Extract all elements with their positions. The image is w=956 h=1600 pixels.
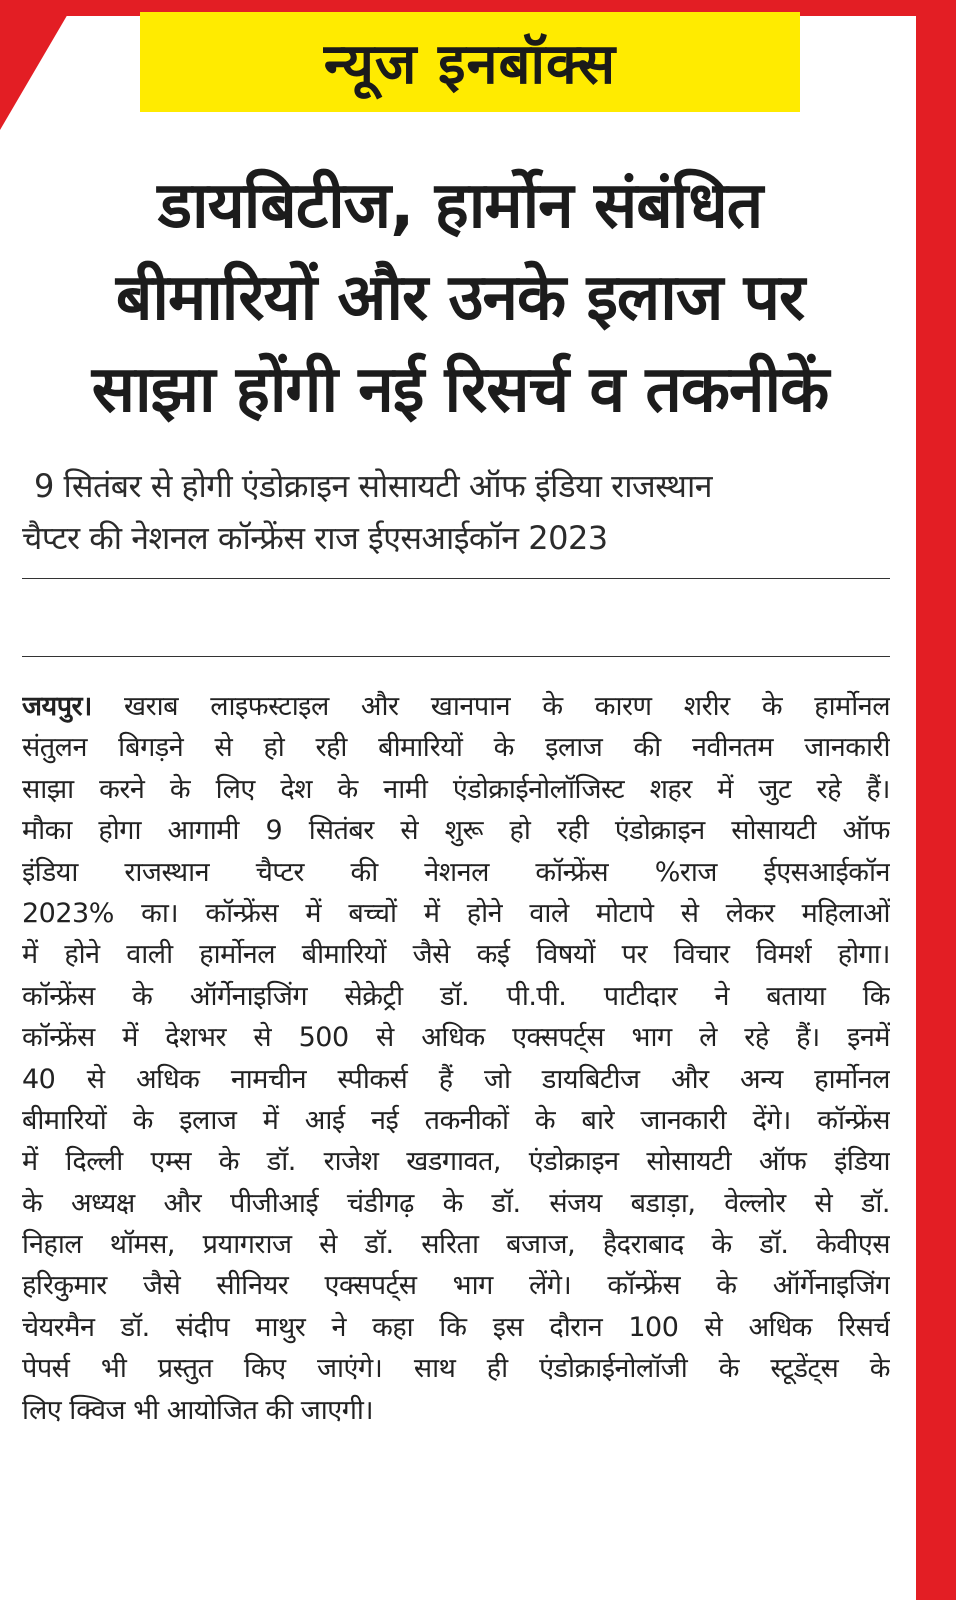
headline-line-1: डायबिटीज, हार्मोन संबंधित	[157, 169, 763, 243]
article-line: में दिल्ली एम्स के डॉ. राजेश खडगावत, एंडोक्राइन सोसायटी ऑफ इंडिया	[22, 1146, 890, 1178]
right-red-border	[916, 0, 956, 1600]
article-line: इंडिया राजस्थान चैप्टर की नेशनल कॉन्फ्रेंस %राज ईएसआईकॉन	[22, 856, 890, 888]
subheadline	[22, 460, 892, 564]
article-line: कॉन्फ्रेंस के ऑर्गेनाइजिंग सेक्रेट्री डॉ. पी.पी. पाटीदार ने बताया कि	[22, 980, 890, 1012]
article-line: चेयरमैन डॉ. संदीप माथुर ने कहा कि इस दौरान 100 से अधिक रिसर्च	[22, 1311, 890, 1343]
article-line: बीमारियों के इलाज में आई नई तकनीकों के बारे जानकारी देंगे। कॉन्फ्रेंस	[22, 1104, 890, 1136]
divider-bottom	[22, 656, 890, 657]
article-line: के अध्यक्ष और पीजीआई चंडीगढ़ के डॉ. संजय बडाड़ा, वेल्लोर से डॉ.	[22, 1187, 890, 1219]
article-line-1	[22, 686, 890, 727]
dateline: जयपुर।	[22, 691, 92, 722]
article-line: पेपर्स भी प्रस्तुत किए जाएंगे। साथ ही एंडोक्राईनोलॉजी के स्टूडेंट्स के	[22, 1353, 890, 1385]
article-line: 2023% का। कॉन्फ्रेंस में बच्चों में होने वाले मोटापे से लेकर महिलाओं	[22, 897, 890, 929]
section-banner-label: न्यूज इनबॉक्स	[323, 32, 617, 97]
article-line: 40 से अधिक नामचीन स्पीकर्स हैं जो डायबिटीज और अन्य हार्मोनल	[22, 1063, 890, 1095]
headline-line-3: साझा होंगी नई रिसर्च व तकनीकें	[91, 353, 829, 427]
subheadline-line-1: 9 सितंबर से होगी एंडोक्राइन सोसायटी ऑफ इंडिया राजस्थान	[34, 467, 713, 505]
article-line-1-text: खराब लाइफस्टाइल और खानपान के कारण शरीर के हार्मोनल	[91, 691, 890, 722]
subheadline-line-2: चैप्टर की नेशनल कॉन्फ्रेंस राज ईएसआईकॉन 2023	[22, 519, 608, 557]
article-line: साझा करने के लिए देश के नामी एंडोक्राईनोलॉजिस्ट शहर में जुट रहे हैं।	[22, 773, 890, 805]
headline-line-2: बीमारियों और उनके इलाज पर	[115, 261, 805, 335]
article-body	[22, 686, 890, 1431]
article-line: मौका होगा आगामी 9 सितंबर से शुरू हो रही एंडोक्राइन सोसायटी ऑफ	[22, 815, 890, 847]
article-line: निहाल थॉमस, प्रयागराज से डॉ. सरिता बजाज, हैदराबाद के डॉ. केवीएस	[22, 1229, 890, 1261]
article-line: हरिकुमार जैसे सीनियर एक्सपर्ट्स भाग लेंगे। कॉन्फ्रेंस के ऑर्गेनाइजिंग	[22, 1270, 890, 1302]
headline	[20, 160, 900, 436]
section-banner	[140, 12, 800, 112]
article-line: लिए क्विज भी आयोजित की जाएगी।	[22, 1394, 374, 1426]
article-line: में होने वाली हार्मोनल बीमारियों जैसे कई विषयों पर विचार विमर्श होगा।	[22, 939, 890, 971]
article-line: कॉन्फ्रेंस में देशभर से 500 से अधिक एक्सपर्ट्स भाग ले रहे हैं। इनमें	[22, 1022, 890, 1054]
divider-top	[22, 578, 890, 579]
article-line: संतुलन बिगड़ने से हो रही बीमारियों के इलाज की नवीनतम जानकारी	[22, 732, 890, 764]
